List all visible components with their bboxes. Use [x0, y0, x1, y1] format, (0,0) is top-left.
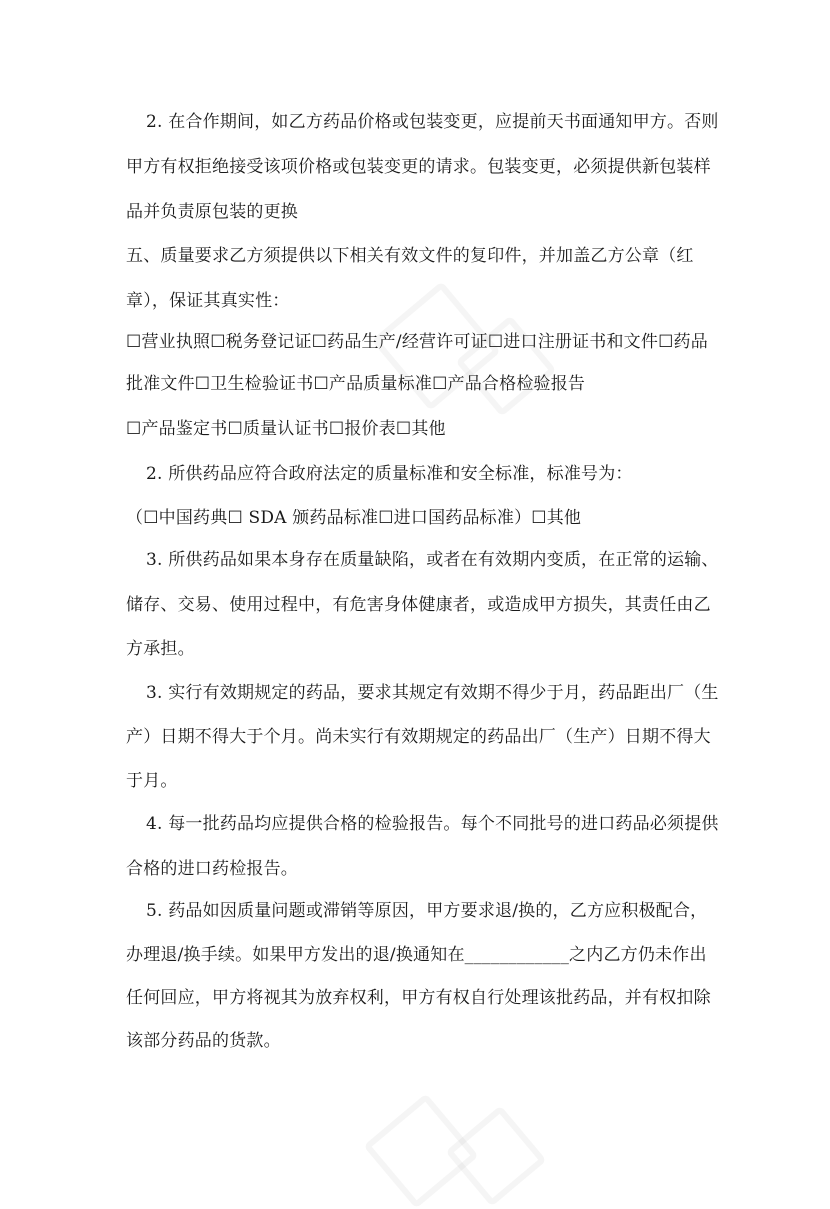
- paragraph-line: 储存、交易、使用过程中，有危害身体健康者，或造成甲方损失，其责任由乙: [126, 595, 711, 615]
- paragraph-line: 品并负责原包装的更换: [126, 202, 298, 222]
- checkbox-list-line: ☐营业执照☐税务登记证☐药品生产/经营许可证☐进口注册证书和文件☐药品: [126, 332, 708, 352]
- paragraph-line: 方承担。: [126, 639, 195, 659]
- paragraph-line: 任何回应，甲方将视其为放弃权利，甲方有权自行处理该批药品，并有权扣除: [126, 988, 711, 1008]
- section-heading-line: 五、质量要求乙方须提供以下相关有效文件的复印件，并加盖乙方公章（红: [126, 246, 694, 266]
- checkbox-list-line: ☐产品鉴定书☐质量认证书☐报价表☐其他: [126, 419, 446, 439]
- paragraph-line: 5. 药品如因质量问题或滞销等原因，甲方要求退/换的，乙方应积极配合，: [146, 901, 708, 921]
- paragraph-line: 办理退/换手续。如果甲方发出的退/换通知在____________之内乙方仍未作出: [126, 945, 707, 965]
- paragraph-line: 该部分药品的货款。: [126, 1031, 281, 1051]
- checkbox-list-line: （☐中国药典☐ SDA 颁药品标准☐进口国药品标准）☐其他: [126, 508, 582, 528]
- paragraph-line: 3. 所供药品如果本身存在质量缺陷，或者在有效期内变质，在正常的运输、: [146, 550, 719, 570]
- paragraph-line: 于月。: [126, 771, 178, 791]
- paragraph-line: 4. 每一批药品均应提供合格的检验报告。每个不同批号的进口药品必须提供: [146, 814, 719, 834]
- paragraph-line: 3. 实行有效期规定的药品，要求其规定有效期不得少于月，药品距出厂（生: [146, 683, 719, 703]
- paragraph-line: 章），保证其真实性：: [126, 291, 290, 311]
- paragraph-line: 产）日期不得大于个月。尚未实行有效期规定的药品出厂（生产）日期不得大: [126, 727, 711, 747]
- paragraph-line: 2. 在合作期间，如乙方药品价格或包装变更，应提前天书面通知甲方。否则: [146, 112, 719, 132]
- paragraph-line: 甲方有权拒绝接受该项价格或包装变更的请求。包装变更，必须提供新包装样: [126, 157, 711, 177]
- paragraph-line: 合格的进口药检报告。: [126, 859, 298, 879]
- paragraph-line: 2. 所供药品应符合政府法定的质量标准和安全标准，标准号为：: [146, 464, 633, 484]
- checkbox-list-line: 批准文件☐卫生检验证书☐产品质量标准☐产品合格检验报告: [126, 374, 586, 394]
